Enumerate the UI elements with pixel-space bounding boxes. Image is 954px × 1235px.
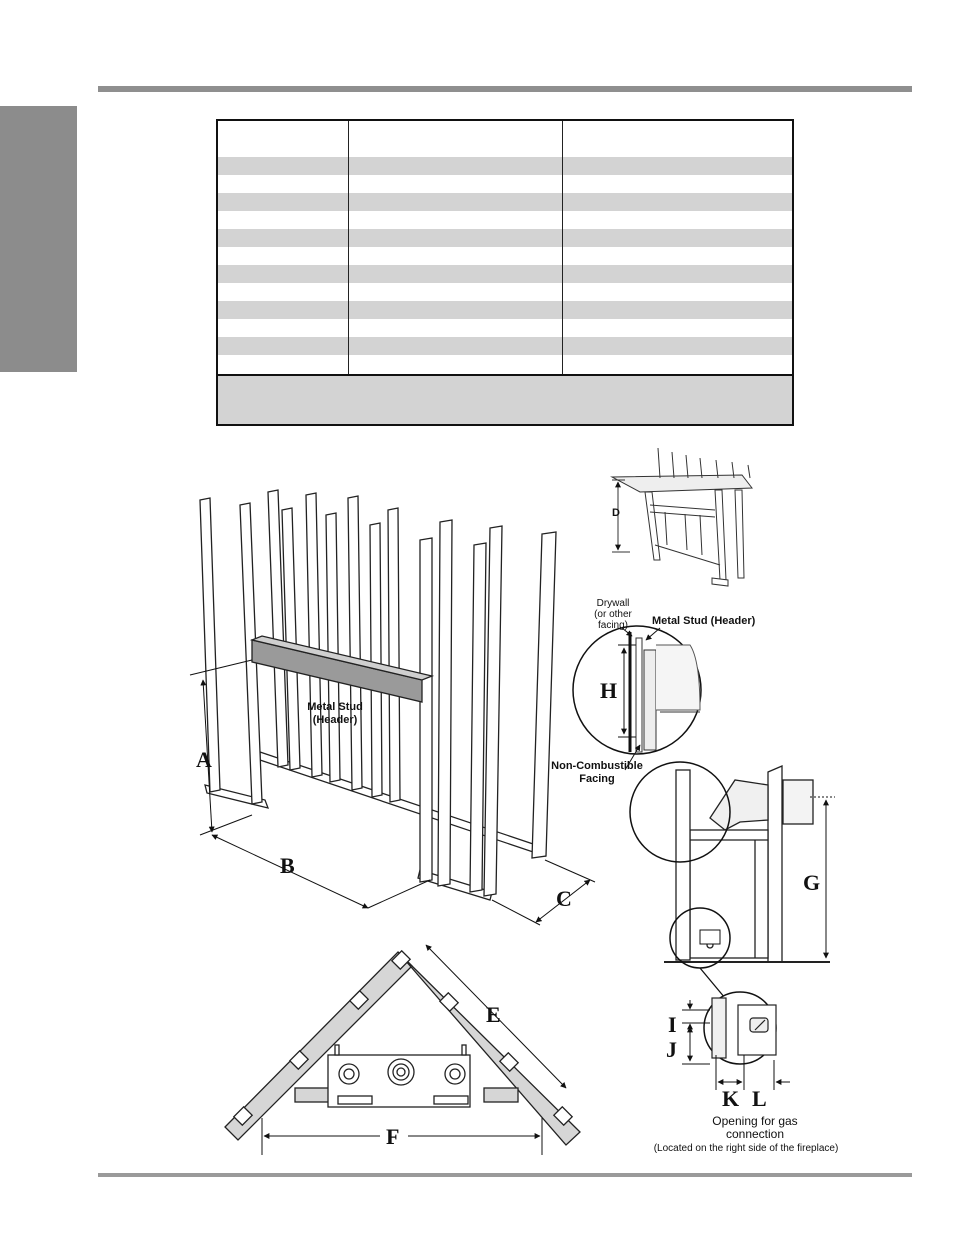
- dimension-b: [212, 835, 430, 908]
- bottom-plate-back: [260, 752, 545, 856]
- dimension-c: [492, 860, 595, 925]
- label-b: B: [280, 853, 295, 878]
- label-d: D: [612, 507, 620, 519]
- stud: [388, 508, 400, 802]
- label-c: C: [556, 886, 572, 911]
- stud: [532, 532, 556, 858]
- stud: [348, 496, 362, 790]
- callout-header: (Header): [312, 714, 358, 726]
- label-a: A: [196, 747, 212, 772]
- label-g: G: [803, 870, 821, 895]
- stud: [438, 520, 452, 886]
- callout-non-combustible: Non-Combustible: [551, 760, 643, 772]
- frame-detail-d: [612, 448, 752, 586]
- callout-connection: connection: [725, 1127, 785, 1141]
- detail-leader: [700, 968, 725, 998]
- stud: [326, 513, 340, 782]
- label-e: E: [486, 1002, 501, 1027]
- callout-non-combustible-facing: Facing: [579, 773, 615, 785]
- main-framing-drawing: [200, 490, 556, 900]
- label-j: J: [666, 1037, 677, 1062]
- stud: [306, 493, 322, 777]
- label-l: L: [752, 1086, 767, 1111]
- callout-located-right-side: (Located on the right side of the fireplace): [653, 1143, 839, 1154]
- callout-facing: facing): [597, 620, 629, 631]
- callout-metal-stud: Metal Stud: [307, 701, 363, 713]
- bottom-rule: [98, 1173, 912, 1177]
- stud: [470, 543, 486, 892]
- label-k: K: [722, 1086, 740, 1111]
- stud: [370, 523, 382, 797]
- gas-opening-detail: [704, 992, 776, 1064]
- dimension-f: [262, 1118, 542, 1155]
- callout-drywall: Drywall: [596, 598, 630, 609]
- label-h: H: [600, 678, 618, 703]
- fireplace-side-view: [664, 766, 830, 962]
- callout-or-other: (or other: [594, 609, 632, 620]
- label-f: F: [386, 1124, 400, 1149]
- gas-opening-box: [700, 930, 720, 944]
- label-i: I: [668, 1012, 677, 1037]
- callout-gas-opening: Opening for gas: [712, 1114, 798, 1128]
- stud: [420, 538, 432, 882]
- detail-circle-h: [573, 626, 701, 754]
- callout-metal-stud-detail: Metal Stud (Header): [652, 615, 756, 627]
